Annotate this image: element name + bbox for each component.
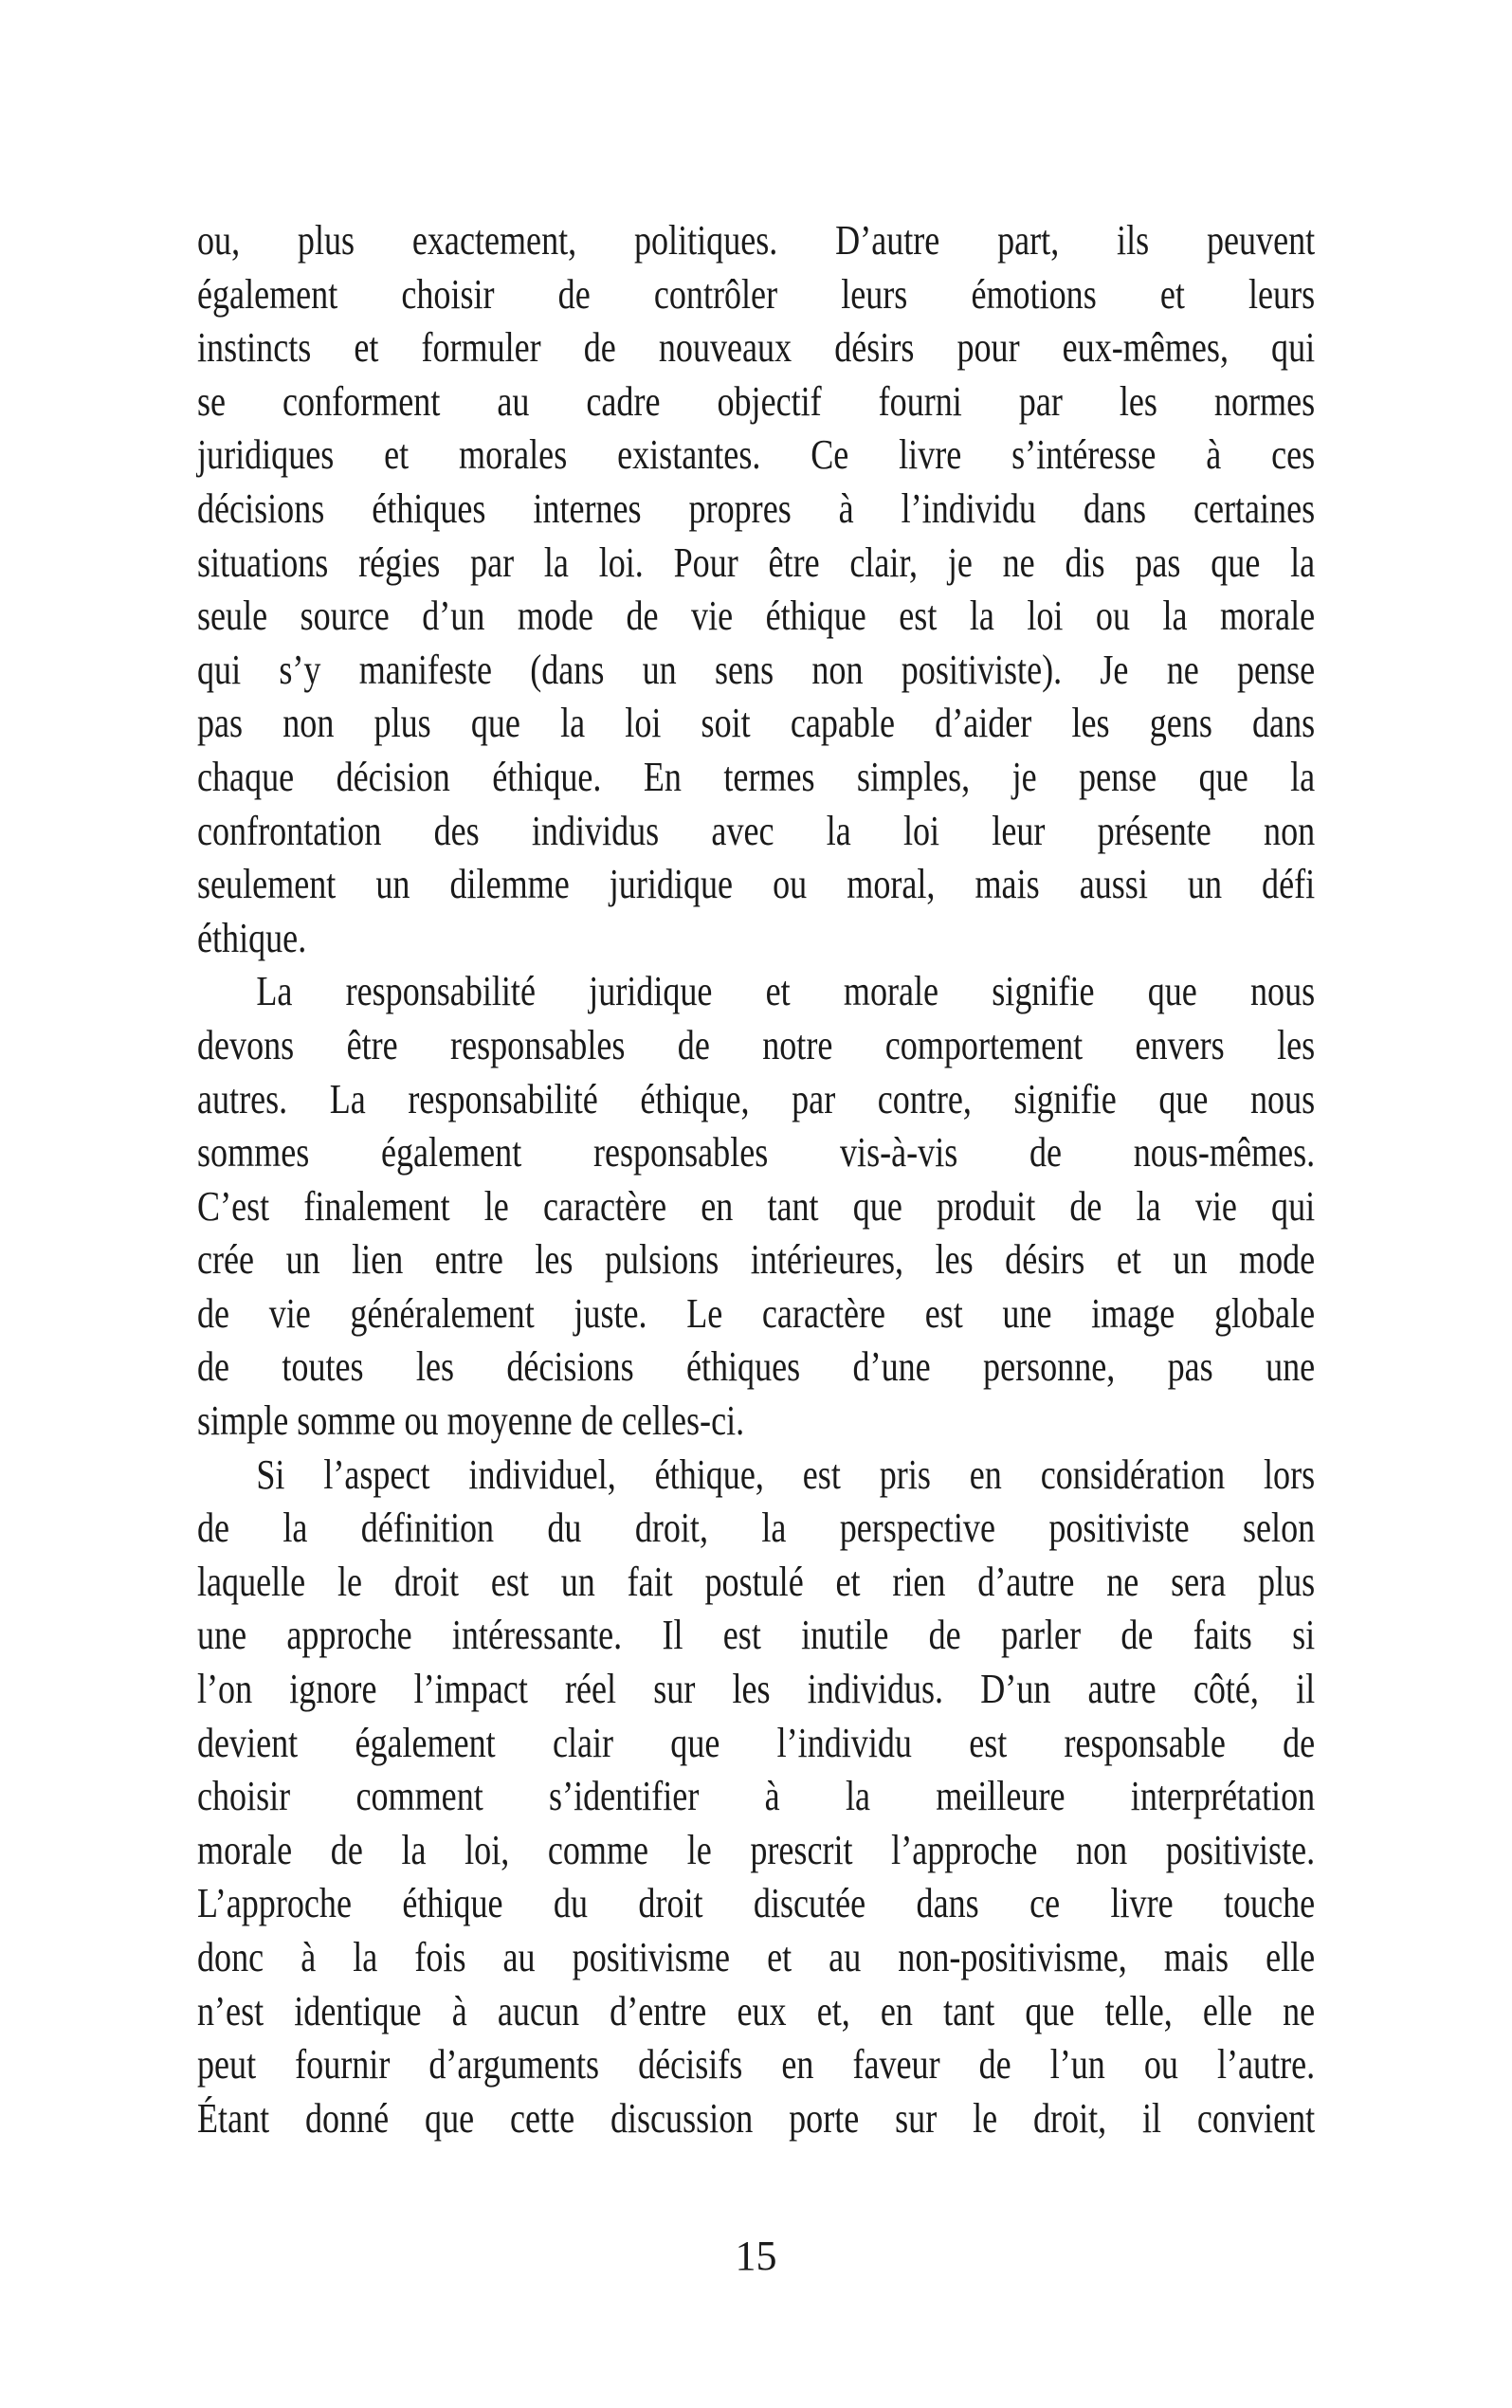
text-line: donc à la fois au positivisme et au non-positivisme, mais elle [197,1934,1316,1980]
text-line: une approche intéressante. Il est inutile de parler de faits si [197,1612,1316,1659]
text-line: seule source d’un mode de vie éthique est la loi ou la morale [197,593,1316,640]
text-line: choisir comment s’identifier à la meilleure interprétation [197,1773,1316,1820]
text-line: morale de la loi, comme le prescrit l’approche non positiviste. [197,1826,1316,1873]
text-line: décisions éthiques internes propres à l’individu dans certaines [197,484,1316,532]
text-line: Si l’aspect individuel, éthique, est pris en considération lors [256,1450,1316,1498]
text-line: devient également clair que l’individu est responsable de [197,1719,1316,1766]
text-line: laquelle le droit est un fait postulé et rien d’autre ne sera plus [197,1558,1316,1605]
text-line: l’on ignore l’impact réel sur les individus. D’un autre côté, il [197,1666,1316,1713]
text-line: sommes également responsables vis-à-vis de nous-mêmes. [197,1129,1316,1177]
text-line: chaque décision éthique. En termes simples, je pense que la [197,753,1316,800]
text-line: seulement un dilemme juridique ou moral, mais aussi un défi [197,861,1316,908]
text-line: également choisir de contrôler leurs émotions et leurs [197,270,1316,318]
text-line: peut fournir d’arguments décisifs en faveur de l’un ou l’autre. [197,2041,1316,2089]
paragraph-1 [197,214,1315,965]
text-line: simple somme ou moyenne de celles-ci. [197,1397,745,1445]
text-line: autres. La responsabilité éthique, par contre, signifie que nous [197,1075,1316,1122]
text-line: n’est identique à aucun d’entre eux et, en tant que telle, elle ne [197,1987,1316,2034]
paragraph-2 [197,965,1315,1448]
page-number: 15 [735,2233,777,2279]
text-line: pas non plus que la loi soit capable d’aider les gens dans [197,700,1316,747]
text-line: confrontation des individus avec la loi leur présente non [197,807,1316,854]
text-line: C’est finalement le caractère en tant que produit de la vie qui [197,1182,1316,1230]
text-line: de toutes les décisions éthiques d’une personne, pas une [197,1343,1316,1391]
text-line: de la définition du droit, la perspective positiviste selon [197,1505,1316,1552]
text-line: se conforment au cadre objectif fourni par les normes [197,377,1316,425]
text-line: crée un lien entre les pulsions intérieures, les désirs et un mode [197,1236,1316,1284]
paragraph-3 [197,1449,1315,2146]
text-line: éthique. [197,914,307,961]
text-line: qui s’y manifeste (dans un sens non positiviste). Je ne pense [197,646,1316,693]
text-line: devons être responsables de notre comportement envers les [197,1021,1316,1068]
text-line: L’approche éthique du droit discutée dans ce livre touche [197,1880,1316,1927]
text-line: La responsabilité juridique et morale signifie que nous [256,968,1316,1015]
text-line: instincts et formuler de nouveaux désirs pour eux-mêmes, qui [197,324,1316,372]
text-line: de vie généralement juste. Le caractère est une image globale [197,1289,1316,1337]
text-line: Étant donné que cette discussion porte sur le droit, il convient [197,2094,1316,2142]
text-block [197,214,1315,2145]
text-line: juridiques et morales existantes. Ce livre s’intéresse à ces [197,431,1316,479]
text-line: ou, plus exactement, politiques. D’autre part, ils peuvent [197,217,1316,264]
text-line: situations régies par la loi. Pour être clair, je ne dis pas que la [197,538,1316,586]
